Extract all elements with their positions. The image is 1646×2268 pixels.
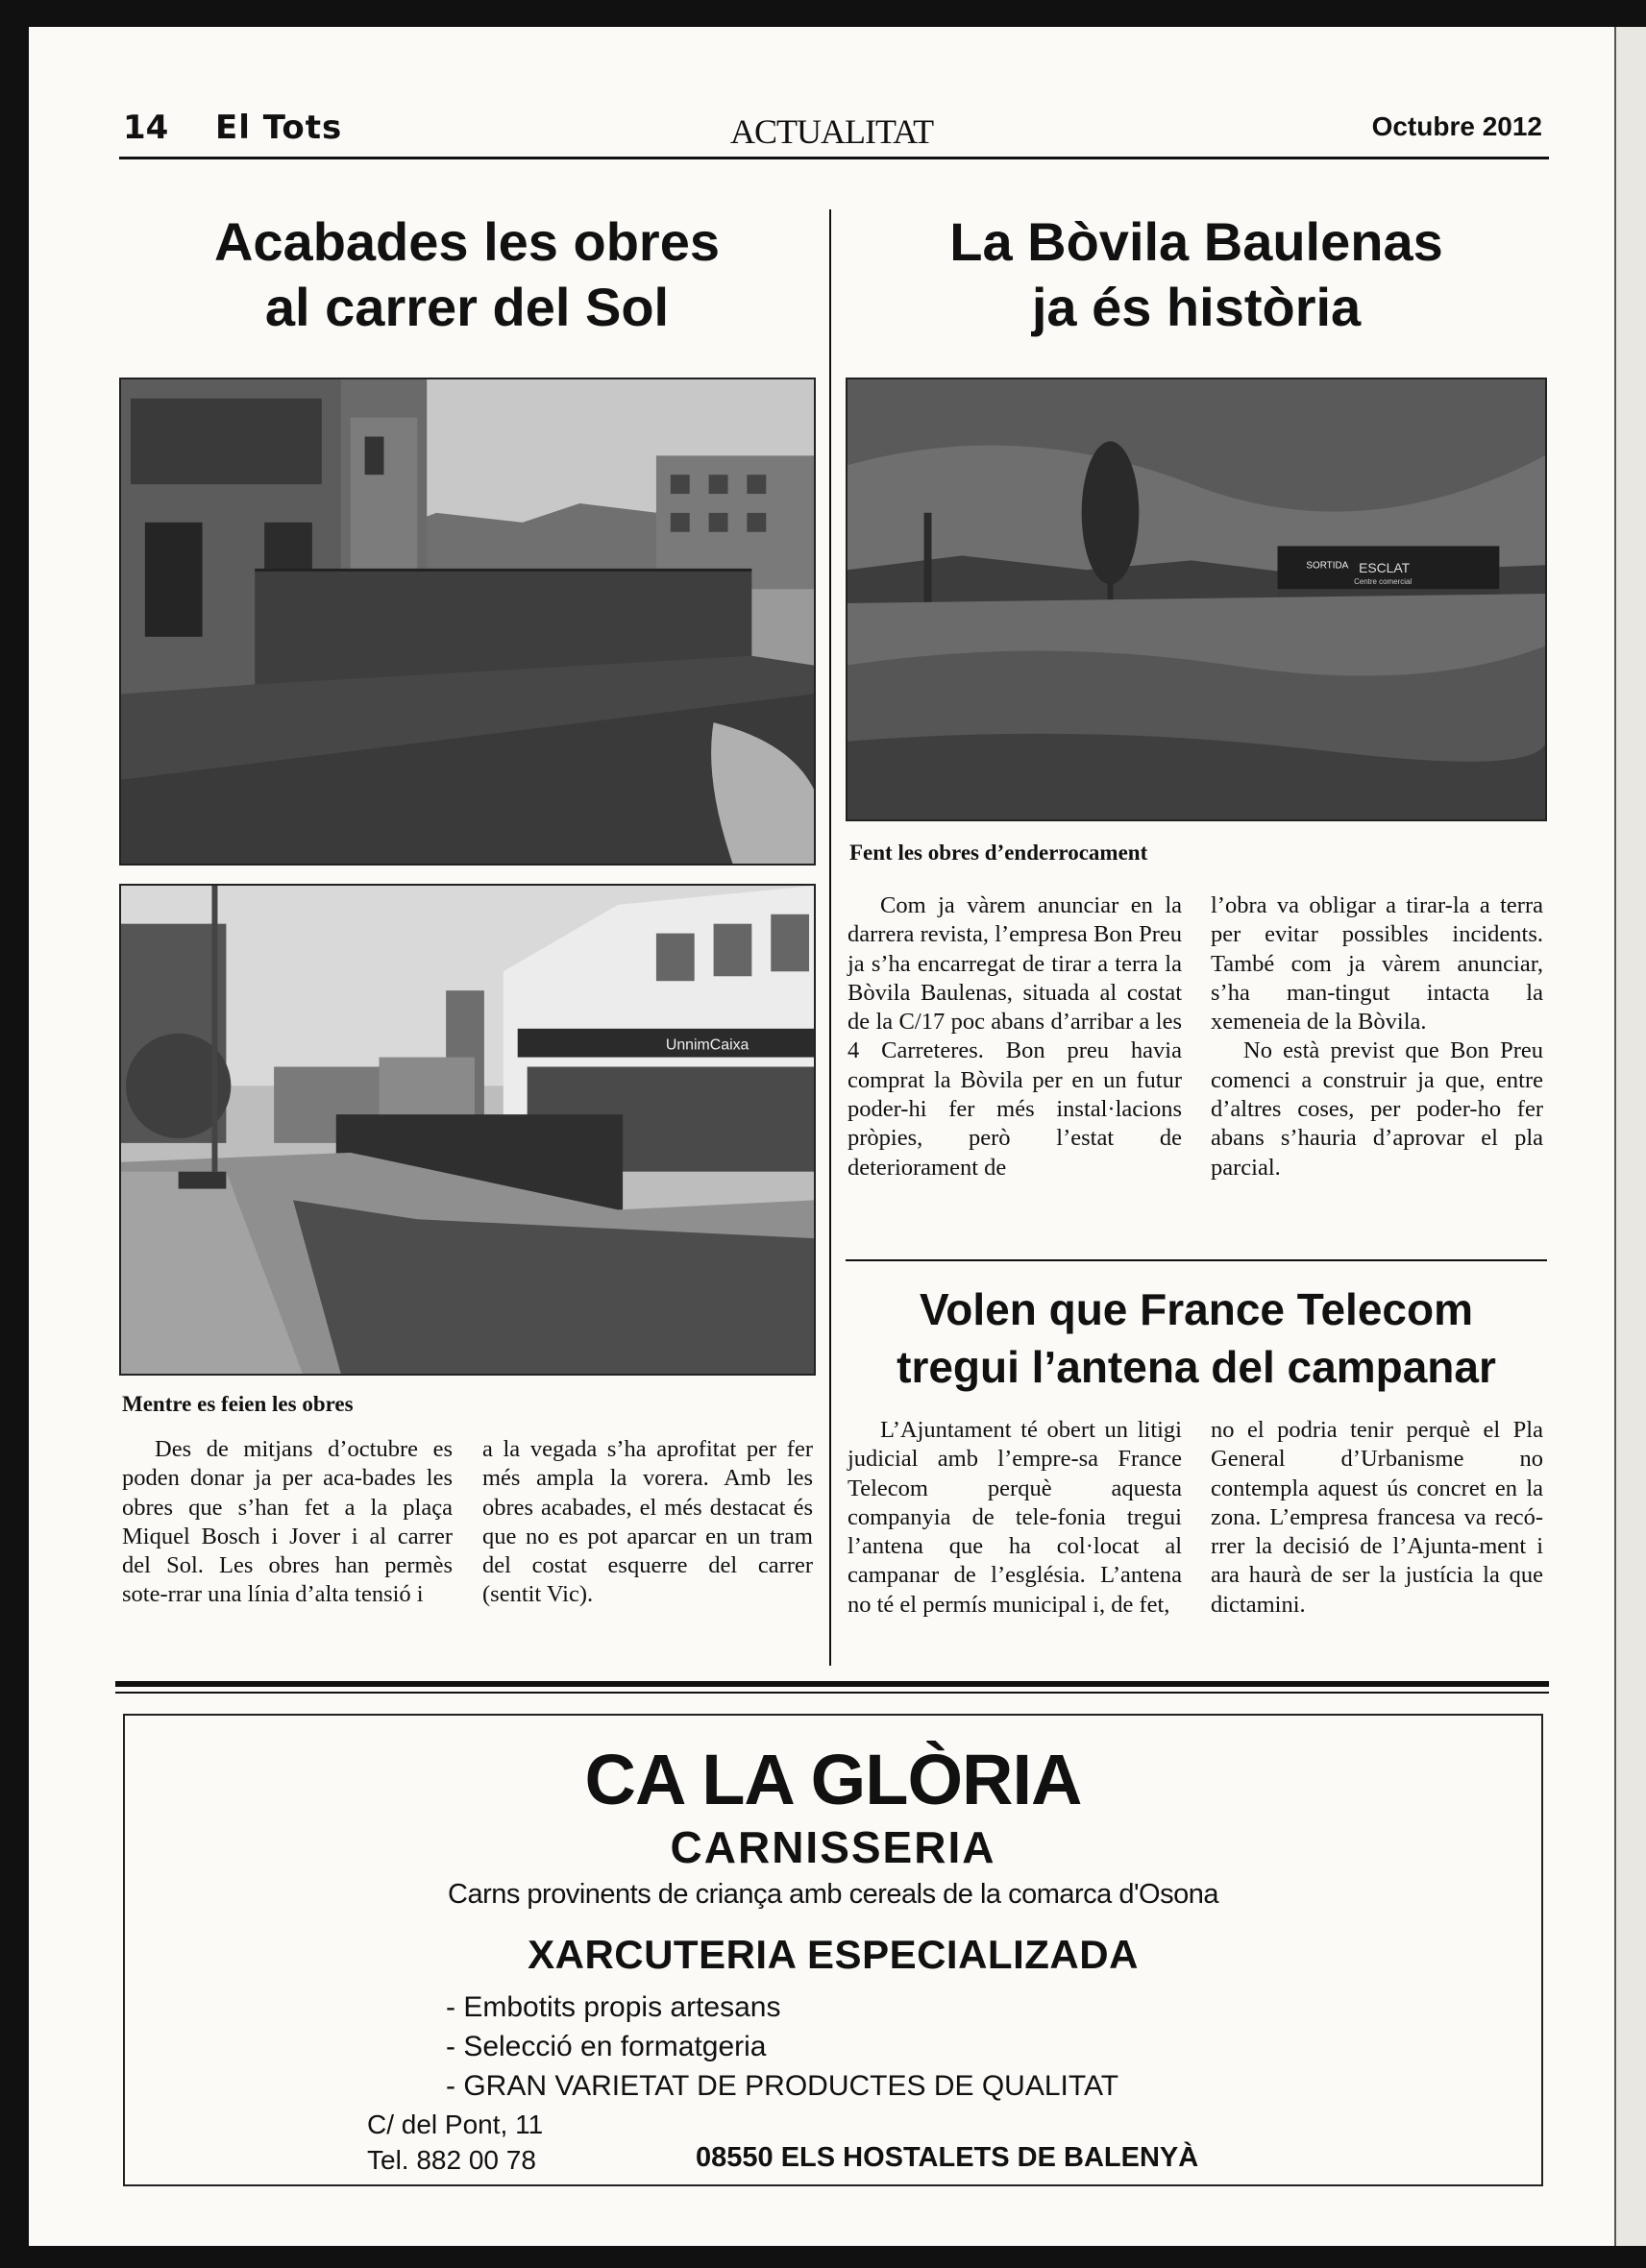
publication-name: El Tots xyxy=(215,109,343,147)
page-number: 14 xyxy=(123,109,169,147)
photo-plaza-finished xyxy=(119,884,816,1376)
article2-col1-paragraph: Com ja vàrem anunciar en la darrera revista, l’empresa Bon Preu ja s’ha encarregat de tirar a terra la Bòvila Baulenas, situada al costat de la C/17 poc abans d’arribar a les 4 Carreteres. Bon preu havia comprat la Bòvila per en un futur poder-hi fer més instal·lacions pròpies, però l’estat de deteriorament de xyxy=(848,892,1182,1181)
article1-column1 xyxy=(122,1435,453,1610)
article1-col1-paragraph: Des de mitjans d’octubre es poden donar ja per aca-bades les obres que s’han fet a la plaça Miquel Bosch i Jover i al carrer del Sol. Les obres han permès sote-rrar una línia d’alta tensió i xyxy=(122,1436,453,1608)
article2-headline-line1: La Bòvila Baulenas xyxy=(949,211,1443,272)
article2-headline-line2: ja és història xyxy=(1031,277,1362,338)
ad-city: 08550 ELS HOSTALETS DE BALENYÀ xyxy=(696,2142,1199,2173)
ad-shop-name: CA LA GLÒRIA xyxy=(584,1740,1082,1819)
article3-headline-line2: tregui l’antena del campanar xyxy=(897,1341,1496,1392)
article2-column2 xyxy=(1211,891,1543,1183)
column-divider xyxy=(829,209,831,1666)
article1-headline-line1: Acabades les obres xyxy=(213,211,721,272)
article3-top-rule xyxy=(846,1259,1547,1261)
photo-street-works xyxy=(119,378,816,866)
article2-photo-caption: Fent les obres d’enderrocament xyxy=(849,841,1148,865)
article3-column2 xyxy=(1211,1416,1543,1620)
header-rule xyxy=(119,157,1549,159)
ad-tagline: Carns provinents de criança amb cereals de la comarca d'Osona xyxy=(448,1879,1218,1910)
ad-item: - GRAN VARIETAT DE PRODUCTES DE QUALITAT xyxy=(446,2070,1119,2102)
ad-subtitle: XARCUTERIA ESPECIALIZADA xyxy=(528,1932,1139,1977)
sign-sub-text: Centre comercial xyxy=(1354,577,1413,587)
article3-col1-paragraph: L’Ajuntament té obert un litigi judicial amb l’empre-sa France Telecom perquè aquesta companyia de tele-fonia tregui l’antena que ha col·locat al campanar de l’església. L’antena no té el permís municipal i, de fet, xyxy=(848,1417,1182,1618)
sign-brand-text: ESCLAT xyxy=(1359,560,1411,576)
article1-col2-paragraph: a la vegada s’ha aprofitat per fer més ampla la vorera. Amb les obres acabades, el més destacat és que no es pot aparcar en un tram del costat esquerre del carrer (sentit Vic). xyxy=(482,1436,813,1608)
advertisement-box xyxy=(123,1714,1543,2186)
bank-sign-text: UnnimCaixa xyxy=(665,1036,749,1054)
issue-date: Octubre 2012 xyxy=(1371,111,1542,141)
article3-headline-line1: Volen que France Telecom xyxy=(919,1284,1473,1334)
bottom-rule-thin xyxy=(115,1692,1549,1694)
ad-shop-type: CARNISSERIA xyxy=(670,1822,996,1872)
bottom-rule-thick xyxy=(115,1681,1549,1687)
article2-column1 xyxy=(848,891,1182,1183)
article1-photo-caption: Mentre es feien les obres xyxy=(122,1392,354,1416)
article2-headline xyxy=(846,209,1547,341)
article2-col2-paragraph1: l’obra va obligar a tirar-la a terra per evitar possibles incidents. També com ja vàrem anunciar, s’ha man-tingut intacta la xemeneia de la Bòvila. xyxy=(1211,892,1543,1036)
photo-demolition-site xyxy=(846,378,1547,821)
article3-headline xyxy=(846,1281,1547,1397)
article1-headline-line2: al carrer del Sol xyxy=(264,277,670,338)
article3-column1 xyxy=(848,1416,1182,1620)
section-title: ACTUALITAT xyxy=(730,112,934,151)
sign-exit-text: SORTIDA xyxy=(1306,560,1349,572)
article2-col2-paragraph2: No està previst que Bon Preu comenci a construir ja que, entre d’altres coses, per poder-ho fer abans s’hauria d’aprovar el pla parcial. xyxy=(1211,1037,1543,1181)
ad-item: - Selecció en formatgeria xyxy=(446,2031,767,2062)
ad-address: C/ del Pont, 11 xyxy=(367,2109,544,2139)
article1-column2 xyxy=(482,1435,813,1610)
ad-item-list xyxy=(446,1988,1118,2106)
page-edge xyxy=(1614,27,1646,2246)
article3-col2-paragraph: no el podria tenir perquè el Pla General d’Urbanisme no contempla aquest ús concret en la zona. L’empresa francesa va recó-rrer la decisió de l’Ajunta-ment i ara haurà de ser la justícia la que dictamini. xyxy=(1211,1417,1543,1618)
ad-item: - Embotits propis artesans xyxy=(446,1991,781,2023)
article1-headline xyxy=(119,209,815,341)
ad-phone: Tel. 882 00 78 xyxy=(367,2145,536,2175)
